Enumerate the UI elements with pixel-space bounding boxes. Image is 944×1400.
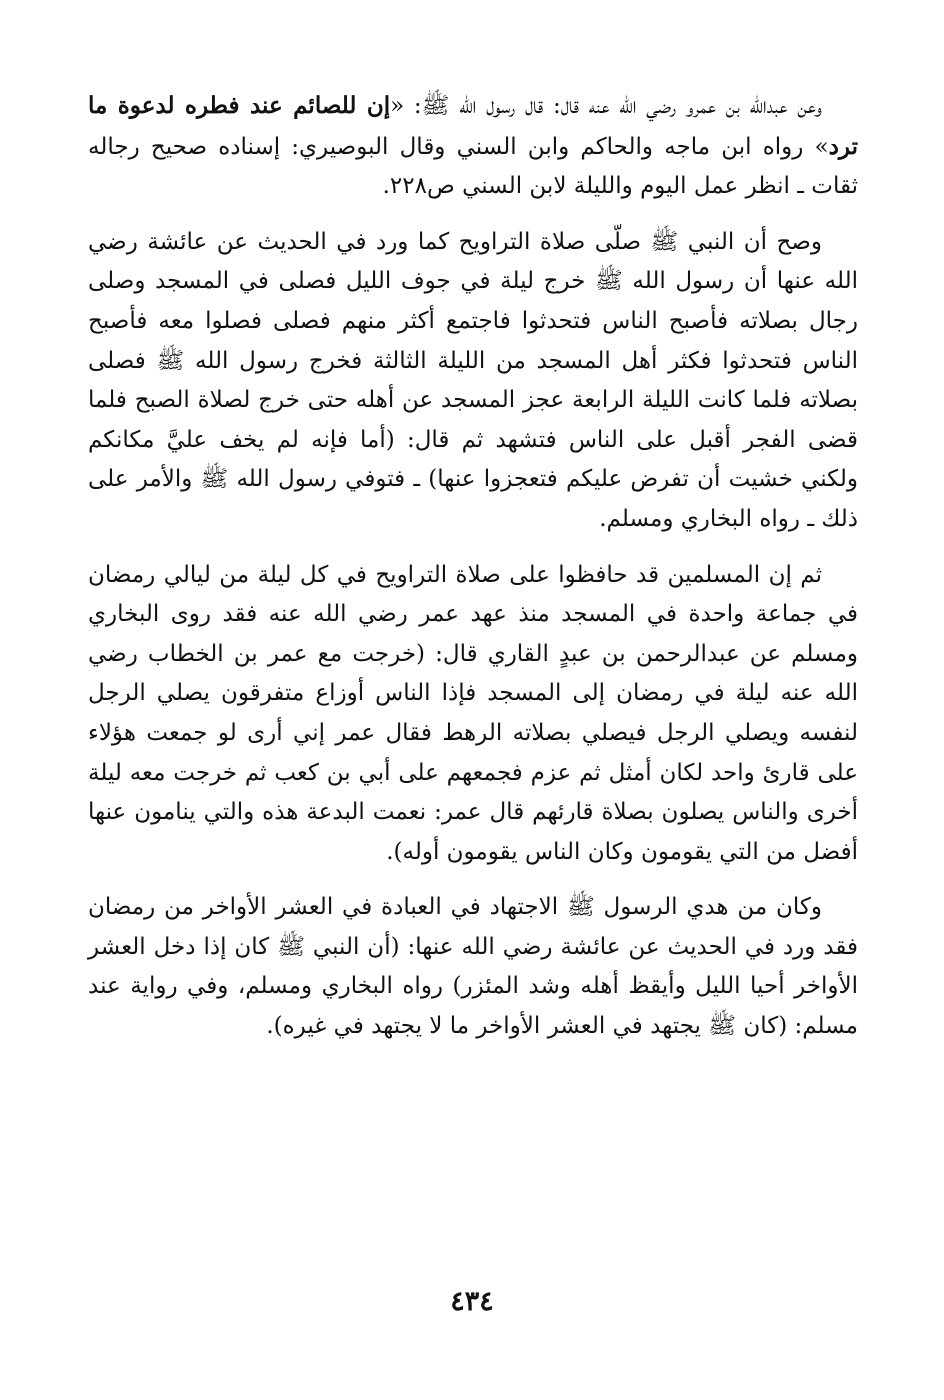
hadith-quote-bold: إن للصائم عند فطره لدعوة ما ترد [88,92,858,160]
paragraph-fasting-supplication [88,86,858,207]
paragraph-1-text-end: » رواه ابن ماجه والحاكم وابن السني وقال البوصيري: إسناده صحيح رجاله ثقات ـ انظر عمل اليوم والليلة لابن السني ص٢٢٨. [88,133,858,200]
paragraph-1-text-start: وعن عبدالله بن عمرو رضي الله عنه قال: قال رسول الله ﷺ: « [390,93,822,119]
paragraph-last-ten-nights: وكان من هدي الرسول ﷺ الاجتهاد في العبادة في العشر الأواخر من رمضان فقد ورد في الحديث عن عائشة رضي الله عنها: (أن النبي ﷺ كان إذا دخل العشر الأواخر أحيا الليل وأيقظ أهله وشد المئزر) رواه البخاري ومسلم، وفي رواية عند مسلم: (كان ﷺ يجتهد في العشر الأواخر ما لا يجتهد في غيره). [88,894,858,1040]
paragraph-taraweeh-prophet: وصح أن النبي ﷺ صلّى صلاة التراويح كما ورد في الحديث عن عائشة رضي الله عنها أن رسول الله ﷺ خرج ليلة في جوف الليل فصلى في المسجد وصلى رجال بصلاته فأصبح الناس فتحدثوا فاجتمع أكثر منهم فصلى فصلوا معه فأصبح الناس فتحدثوا فكثر أهل المسجد من الليلة الثالثة فخرج رسول الله ﷺ فصلى بصلاته فلما كانت الليلة الرابعة عجز المسجد عن أهله حتى خرج لصلاة الصبح فلما قضى الفجر أقبل على الناس فتشهد ثم قال: (أما فإنه لم يخف عليَّ مكانكم ولكني خشيت أن تفرض عليكم فتعجزوا عنها) ـ فتوفي رسول الله ﷺ والأمر على ذلك ـ رواه البخاري ومسلم. [88,228,858,532]
paragraph-taraweeh-umar: ثم إن المسلمين قد حافظوا على صلاة التراويح في كل ليلة من ليالي رمضان في جماعة واحدة في المسجد منذ عهد عمر رضي الله عنه فقد روى البخاري ومسلم عن عبدالرحمن بن عبدٍ القاري قال: (خرجت مع عمر بن الخطاب رضي الله عنه ليلة في رمضان إلى المسجد فإذا الناس أوزاع متفرقون يصلي الرجل لنفسه ويصلي الرجل فيصلي بصلاته الرهط فقال عمر إني أرى لو جمعت هؤلاء على قارئ واحد لكان أمثل ثم عزم فجمعهم على أبي بن كعب ثم خرجت معه ليلة أخرى والناس يصلون بصلاة قارئهم قال عمر: نعمت البدعة هذه والتي ينامون عنها أفضل من التي يقومون وكان الناس يقومون أوله). [88,561,858,865]
page-body [88,86,858,1063]
page-number: ٤٣٤ [450,1286,494,1317]
